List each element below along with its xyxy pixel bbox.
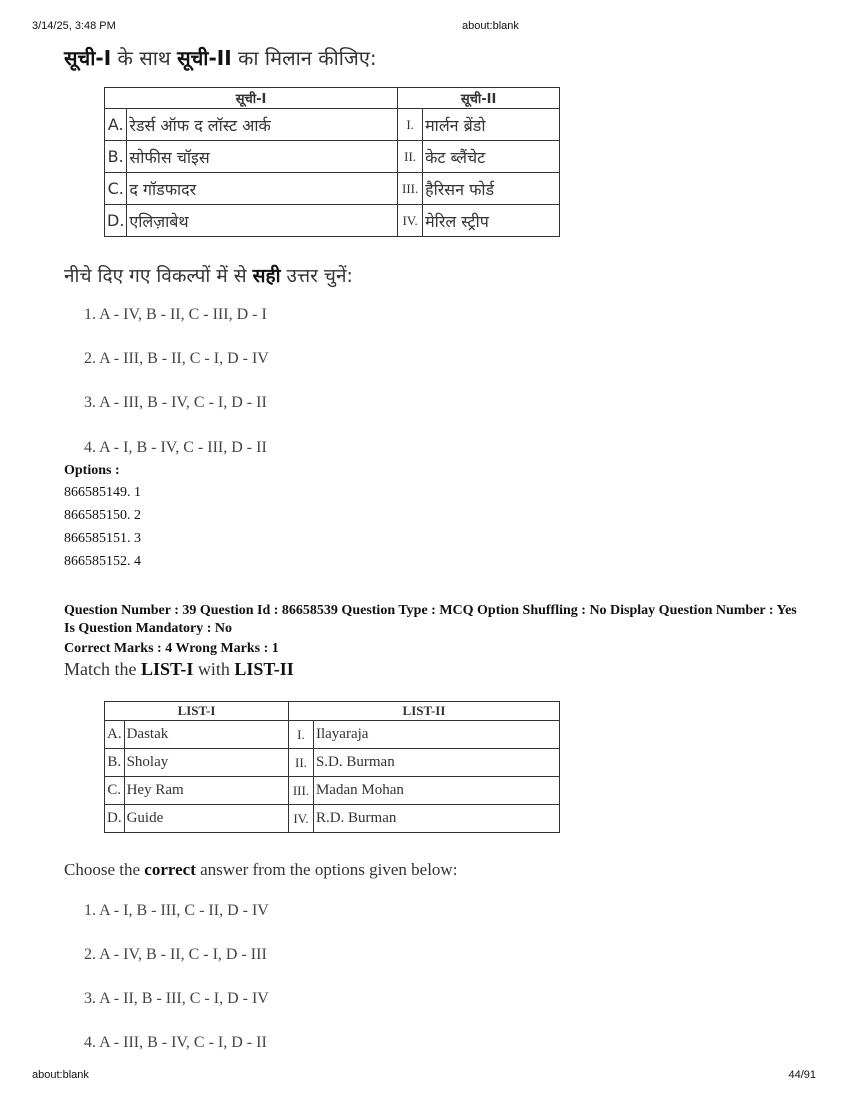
options-label: Options : bbox=[64, 463, 120, 478]
option-id-1: 866585149. 1 bbox=[64, 485, 141, 500]
row-item: एलिज़ाबेथ bbox=[127, 205, 398, 237]
table-header-row bbox=[105, 702, 560, 721]
table-row bbox=[105, 141, 560, 173]
row-item: द गॉडफादर bbox=[127, 173, 398, 205]
row-num: II. bbox=[288, 749, 313, 777]
hindi-option-2: 2. A - III, B - II, C - I, D - IV bbox=[84, 350, 269, 367]
row-key: C. bbox=[105, 777, 125, 805]
english-option-3: 3. A - II, B - III, C - I, D - IV bbox=[84, 990, 269, 1007]
eng-col2-header: LIST-II bbox=[288, 702, 559, 721]
table-header-row bbox=[105, 88, 560, 109]
hindi-choose-emphasis: सही bbox=[252, 265, 281, 287]
row-num: II. bbox=[398, 141, 423, 173]
row-num: IV. bbox=[398, 205, 423, 237]
eng-heading-start: Match the bbox=[64, 659, 141, 679]
hindi-choose-end: उत्तर चुनें: bbox=[280, 265, 353, 287]
hindi-col2-header: सूची-II bbox=[398, 88, 560, 109]
hindi-col1-header: सूची-I bbox=[105, 88, 398, 109]
print-footer-url: about:blank bbox=[32, 1069, 89, 1081]
row-match: मेरिल स्ट्रीप bbox=[423, 205, 560, 237]
eng-choose-end: answer from the options given below: bbox=[195, 860, 458, 879]
english-option-1: 1. A - I, B - III, C - II, D - IV bbox=[84, 902, 269, 919]
row-key: A. bbox=[105, 109, 127, 141]
row-key: B. bbox=[105, 749, 125, 777]
option-id-3: 866585151. 3 bbox=[64, 531, 141, 546]
eng-col1-header: LIST-I bbox=[105, 702, 289, 721]
english-option-4: 4. A - III, B - IV, C - I, D - II bbox=[84, 1034, 267, 1051]
eng-heading-list1: LIST-I bbox=[140, 659, 194, 679]
row-key: B. bbox=[105, 141, 127, 173]
option-id-4: 866585152. 4 bbox=[64, 554, 141, 569]
hindi-option-1: 1. A - IV, B - II, C - III, D - I bbox=[84, 306, 267, 323]
option-id-2: 866585150. 2 bbox=[64, 508, 141, 523]
table-row bbox=[105, 777, 560, 805]
eng-choose-start: Choose the bbox=[64, 860, 145, 879]
hindi-question-heading bbox=[64, 44, 377, 71]
table-row bbox=[105, 749, 560, 777]
hindi-heading-list2: सूची-II bbox=[177, 46, 232, 70]
row-item: सोफीस चॉइस bbox=[127, 141, 398, 173]
print-datetime: 3/14/25, 3:48 PM bbox=[32, 20, 116, 32]
row-match: S.D. Burman bbox=[313, 749, 559, 777]
page-number: 44/91 bbox=[788, 1069, 816, 1081]
table-row bbox=[105, 205, 560, 237]
hindi-heading-connector: के साथ bbox=[111, 46, 178, 70]
row-num: I. bbox=[398, 109, 423, 141]
hindi-option-3: 3. A - III, B - IV, C - I, D - II bbox=[84, 394, 267, 411]
row-item: Dastak bbox=[124, 721, 288, 749]
table-row bbox=[105, 109, 560, 141]
row-num: IV. bbox=[288, 805, 313, 833]
row-match: हैरिसन फोर्ड bbox=[423, 173, 560, 205]
row-item: Guide bbox=[124, 805, 288, 833]
row-match: मार्लन ब्रेंडो bbox=[423, 109, 560, 141]
row-item: रेडर्स ऑफ द लॉस्ट आर्क bbox=[127, 109, 398, 141]
row-item: Hey Ram bbox=[124, 777, 288, 805]
eng-heading-connector: with bbox=[193, 659, 235, 679]
english-match-table bbox=[104, 701, 560, 833]
eng-choose-emphasis: correct bbox=[144, 860, 196, 879]
print-footer bbox=[0, 1069, 850, 1085]
hindi-option-4: 4. A - I, B - IV, C - III, D - II bbox=[84, 439, 267, 456]
row-match: Ilayaraja bbox=[313, 721, 559, 749]
row-key: C. bbox=[105, 173, 127, 205]
hindi-choose-start: नीचे दिए गए विकल्पों में से bbox=[64, 265, 253, 287]
row-match: केट ब्लैंचेट bbox=[423, 141, 560, 173]
table-row bbox=[105, 173, 560, 205]
hindi-heading-list1: सूची-I bbox=[64, 46, 112, 70]
eng-heading-list2: LIST-II bbox=[234, 659, 294, 679]
row-key: D. bbox=[105, 805, 125, 833]
question-meta: Question Number : 39 Question Id : 86658539 Question Type : MCQ Option Shuffling : No Display Question Number : Yes Is Question Mandatory : No bbox=[64, 603, 797, 636]
row-num: III. bbox=[288, 777, 313, 805]
marks-line: Correct Marks : 4 Wrong Marks : 1 bbox=[64, 641, 279, 656]
row-item: Sholay bbox=[124, 749, 288, 777]
row-key: A. bbox=[105, 721, 125, 749]
row-match: Madan Mohan bbox=[313, 777, 559, 805]
hindi-heading-tail: का मिलान कीजिए: bbox=[231, 46, 377, 70]
hindi-match-table bbox=[104, 87, 560, 237]
table-row bbox=[105, 805, 560, 833]
english-choose-instruction bbox=[64, 860, 457, 880]
table-row bbox=[105, 721, 560, 749]
row-num: I. bbox=[288, 721, 313, 749]
english-question-heading bbox=[64, 659, 294, 680]
print-header bbox=[0, 20, 850, 36]
hindi-choose-instruction bbox=[64, 262, 353, 288]
english-option-2: 2. A - IV, B - II, C - I, D - III bbox=[84, 946, 267, 963]
print-header-url: about:blank bbox=[462, 20, 519, 32]
row-key: D. bbox=[105, 205, 127, 237]
row-match: R.D. Burman bbox=[313, 805, 559, 833]
row-num: III. bbox=[398, 173, 423, 205]
